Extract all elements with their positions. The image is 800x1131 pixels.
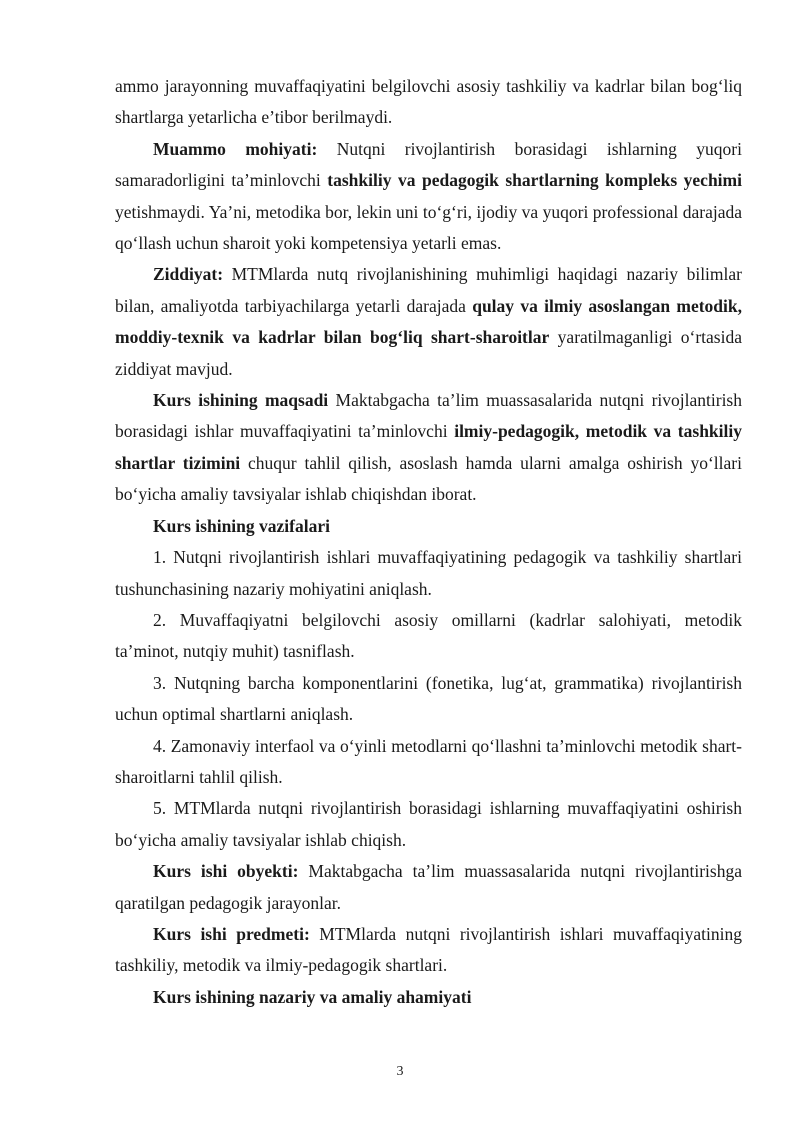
paragraph-p10 [115,856,742,919]
body-text: 2. Muvaffaqiyatni belgilovchi asosiy omillarni (kadrlar salohiyati, metodik ta’minot, nutqiy muhit) tasniflash. [115,609,742,662]
body-text: 4. Zamonaviy interfaol va o‘yinli metodlarni qo‘llashni ta’minlovchi metodik shart-sharoitlarni tahlil qilish. [115,735,742,787]
body-text: MTMlarda nutq rivojlanishining muhimligi haqidagi nazariy bilimlar bilan, amaliyotda tarbiyachilarga yetarli darajada [115,264,742,316]
paragraph-p1 [115,134,742,260]
bold-text: tashkiliy va pedagogik shartlarning kompleks yechimi [327,170,742,191]
paragraph-p11 [115,919,742,982]
body-text: chuqur tahlil qilish, asoslash hamda ularni amalga oshirish yo‘llari bo‘yicha amaliy tavsiyalar ishlab chiqishdan iborat. [115,452,742,505]
bold-text: Kurs ishining maqsadi [153,390,329,411]
bold-text: Kurs ishining nazariy va amaliy ahamiyati [153,986,472,1007]
paragraph-p8 [115,731,742,794]
body-text: Maktabgacha ta’lim muassasalarida nutqni rivojlantirishga qaratilgan pedagogik jarayonlar. [115,861,742,913]
paragraph-p4 [115,511,742,542]
body-text: yetishmaydi. Ya’ni, metodika bor, lekin uni to‘g‘ri, ijodiy va yuqori professional darajada qo‘llash uchun sharoit yoki kompetensiya yetarli emas. [115,201,742,254]
bold-text: Kurs ishi predmeti: [153,923,310,944]
bold-text: ilmiy-pedagogik, metodik va tashkiliy shartlar tizimini [115,421,742,473]
body-text: yaratilmaganligi o‘rtasida ziddiyat mavjud. [115,327,743,379]
body-text: Maktabgacha ta’lim muassasalarida nutqni rivojlantirish borasidagi ishlar muvaffaqiyatini ta’minlovchi [115,390,742,442]
page-number: 3 [396,1064,404,1079]
bold-text: Kurs ishining vazifalari [153,515,330,536]
bold-text: Ziddiyat: [153,264,224,285]
bold-text: Muammo mohiyati: [153,138,318,159]
document-body [115,71,742,1013]
paragraph-p0 [115,71,742,134]
bold-text: Kurs ishi obyekti: [153,861,299,882]
paragraph-p9 [115,793,742,856]
bold-text: qulay va ilmiy asoslangan metodik, moddiy-texnik va kadrlar bilan bog‘liq shart-sharoitlar [115,295,742,348]
paragraph-p5 [115,542,742,605]
body-text: Nutqni rivojlantirish borasidagi ishlarning yuqori samaradorligini ta’minlovchi [115,138,742,191]
body-text: MTMlarda nutqni rivojlantirish ishlari muvaffaqiyatining tashkiliy, metodik va ilmiy-pedagogik shartlari. [115,923,742,976]
paragraph-p7 [115,668,742,731]
paragraph-p2 [115,259,742,385]
body-text: 5. MTMlarda nutqni rivojlantirish borasidagi ishlarning muvaffaqiyatini oshirish bo‘yicha amaliy tavsiyalar ishlab chiqish. [115,798,742,850]
paragraph-p12 [115,982,742,1013]
body-text: 1. Nutqni rivojlantirish ishlari muvaffaqiyatining pedagogik va tashkiliy shartlari tushunchasining nazariy mohiyatini aniqlash. [115,547,742,599]
paragraph-p3 [115,385,742,511]
body-text: ammo jarayonning muvaffaqiyatini belgilovchi asosiy tashkiliy va kadrlar bilan bog‘liq shartlarga yetarlicha e’tibor berilmaydi. [115,76,742,128]
body-text: 3. Nutqning barcha komponentlarini (fonetika, lug‘at, grammatika) rivojlantirish uchun optimal shartlarni aniqlash. [115,672,742,725]
paragraph-p6 [115,605,742,668]
